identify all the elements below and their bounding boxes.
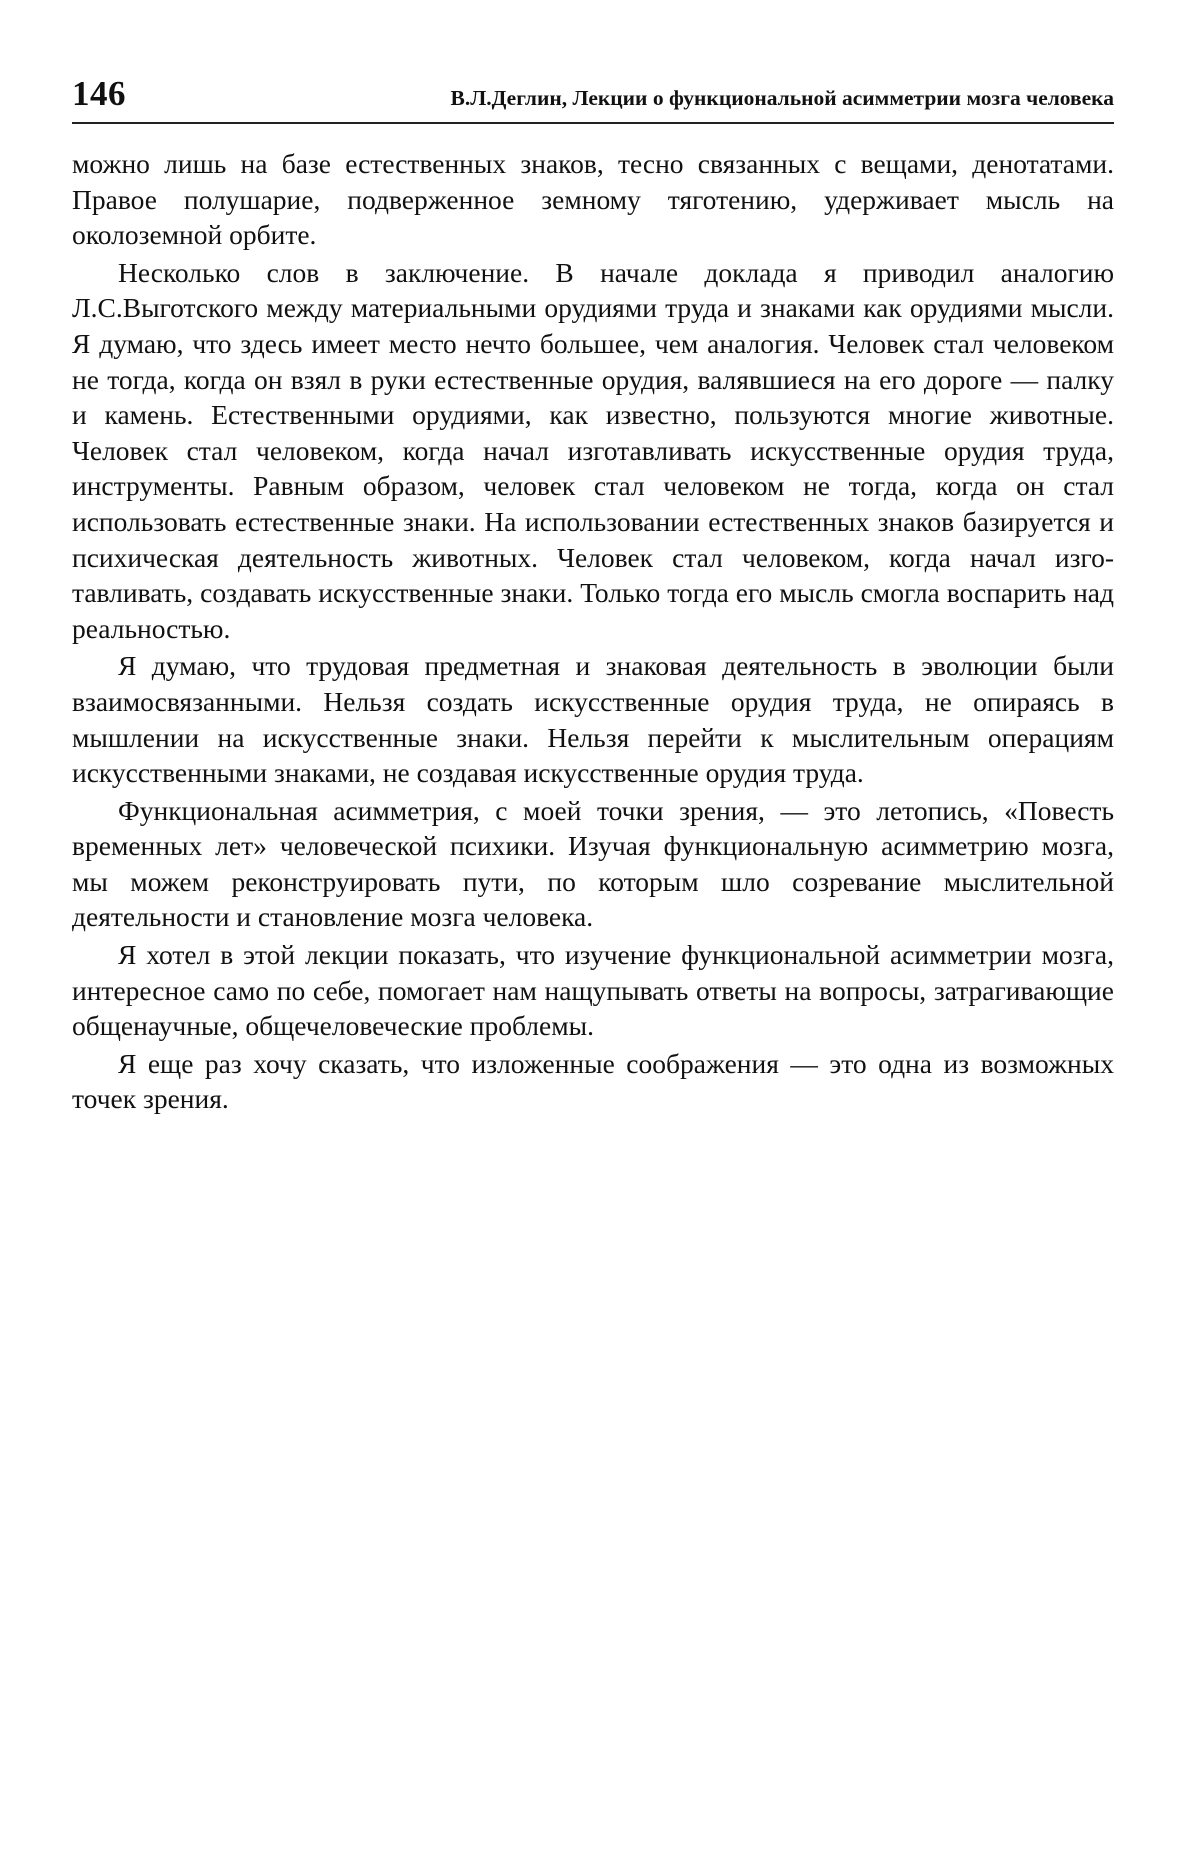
page-number: 146	[72, 74, 126, 113]
paragraph-conclusion: Несколько слов в заключение. В начале доклада я приводил аналогию Л.С.Выготского между материальными орудиями труда и знаками как орудиями мысли. Я думаю, что здесь имеет место нечто большее, чем аналогия. Человек стал человеком не тогда, когда он взял в руки естественные орудия, валявшиеся на его дороге — палку и камень. Естественными орудиями, как известно, пользуются многие животные. Человек стал человеком, когда начал изготавливать искусственные орудия труда, инструменты. Равным образом, человек стал человеком не тогда, когда он стал использовать естественные знаки. На использовании естественных знаков базируется и психическая деятельность животных. Человек стал человеком, когда начал изготавливать, создавать искусственные знаки. Только тогда его мысль смогла воспарить над реальностью.	[72, 256, 1114, 644]
paragraph-continued: можно лишь на базе естественных знаков, тесно связанных с вещами, денотатами. Правое полушарие, подверженное земному тяготению, удерживает мысль на околоземной орбите.	[72, 148, 1114, 251]
paragraph-purpose: Я хотел в этой лекции показать, что изучение функциональной асимметрии мозга, интересное само по себе, помогает нам нащупывать ответы на вопросы, затрагивающие общенаучные, общечеловеческие проблемы.	[72, 939, 1114, 1042]
paragraph-evolution: Я думаю, что трудовая предметная и знаковая деятельность в эволюции были взаимосвязанными. Нельзя создать искусственные орудия труда, не опираясь в мышлении на искусственные знаки. Нельзя перейти к мыслительным операциям искусственными знаками, не создавая искусственные орудия труда.	[72, 650, 1114, 789]
body-text	[72, 146, 1114, 1117]
running-title: В.Л.Деглин, Лекции о функциональной асимметрии мозга человека	[450, 86, 1114, 110]
header-rule	[72, 122, 1114, 124]
paragraph-chronicle: Функциональная асимметрия, с моей точки зрения, — это летопись, «Повесть временных лет» человеческой психики. Изучая функциональную асимметрию мозга, мы можем реконструировать пути, по которым шло созревание мыслительной деятельности и становление мозга человека.	[72, 794, 1114, 933]
running-head	[72, 74, 1114, 118]
paragraph-closing: Я еще раз хочу сказать, что изложенные соображения — это одна из возможных точек зрения.	[72, 1047, 1114, 1115]
